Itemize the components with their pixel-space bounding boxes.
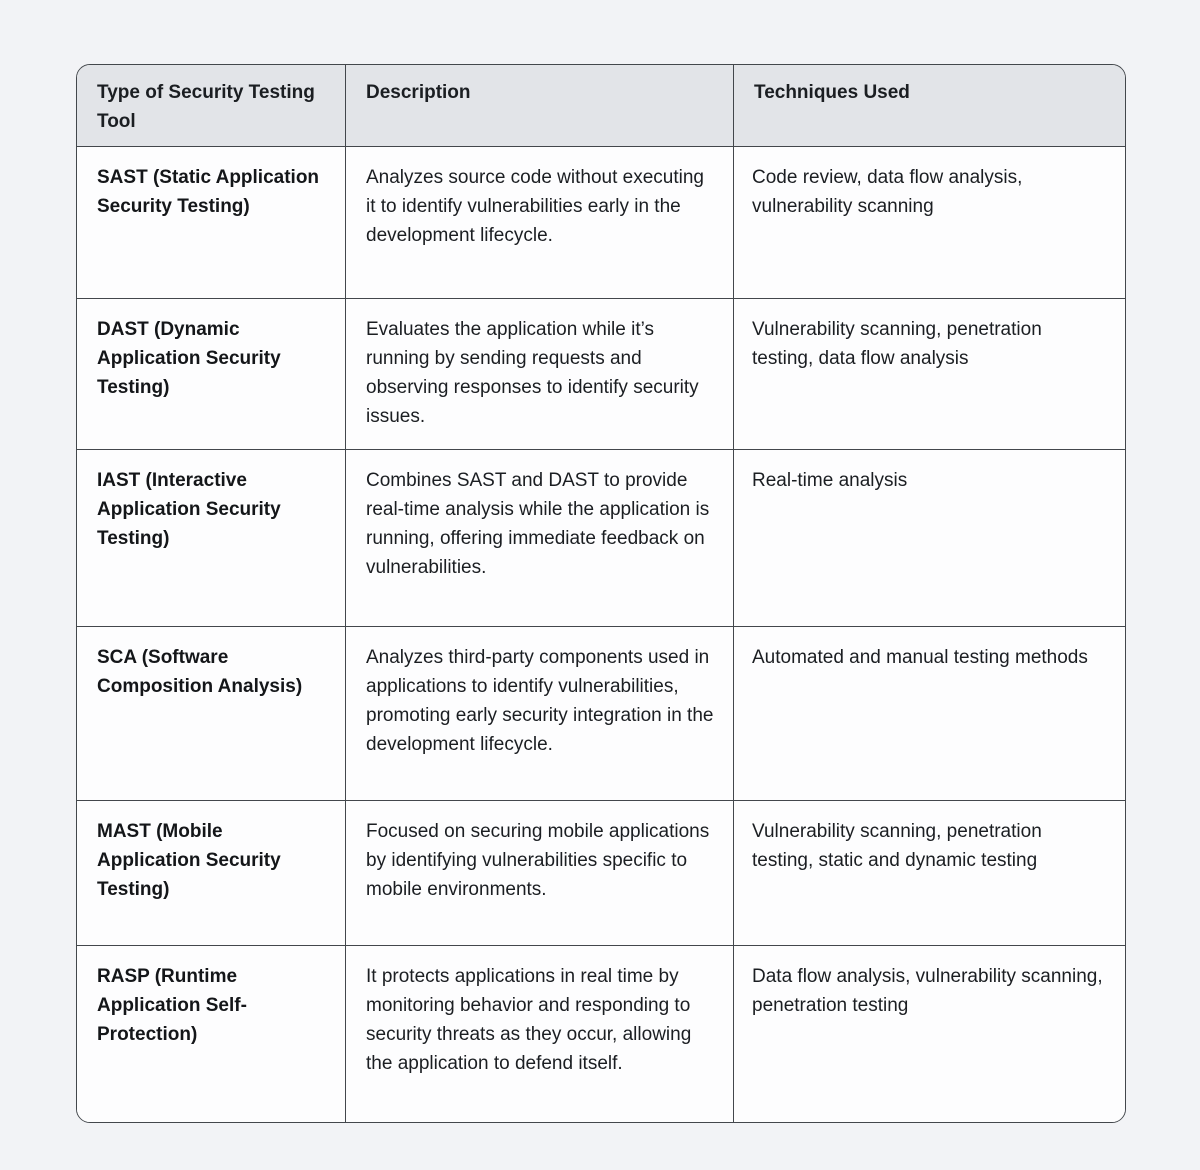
- column-header-description: Description: [346, 65, 734, 147]
- table-row: [77, 801, 1125, 946]
- description-cell: It protects applications in real time by monitoring behavior and responding to security threats as they occur, allowing the application to defend itself.: [346, 946, 734, 1122]
- header-row: [77, 65, 1125, 147]
- techniques-cell: Vulnerability scanning, penetration testing, data flow analysis: [734, 299, 1125, 450]
- techniques-cell: Vulnerability scanning, penetration testing, static and dynamic testing: [734, 801, 1125, 946]
- description-cell: Focused on securing mobile applications by identifying vulnerabilities specific to mobile environments.: [346, 801, 734, 946]
- techniques-cell: Automated and manual testing methods: [734, 627, 1125, 801]
- tool-type-cell: IAST (Interactive Application Security Testing): [77, 450, 346, 627]
- tool-type-cell: RASP (Runtime Application Self-Protection): [77, 946, 346, 1122]
- table-row: [77, 450, 1125, 627]
- techniques-cell: Code review, data flow analysis, vulnerability scanning: [734, 147, 1125, 299]
- table-row: [77, 299, 1125, 450]
- table-row: [77, 627, 1125, 801]
- tool-type-cell: DAST (Dynamic Application Security Testing): [77, 299, 346, 450]
- description-cell: Analyzes source code without executing it to identify vulnerabilities early in the development lifecycle.: [346, 147, 734, 299]
- table-row: [77, 147, 1125, 299]
- techniques-cell: Real-time analysis: [734, 450, 1125, 627]
- column-header-techniques-used: Techniques Used: [734, 65, 1125, 147]
- table-row: [77, 946, 1125, 1122]
- techniques-cell: Data flow analysis, vulnerability scanning, penetration testing: [734, 946, 1125, 1122]
- tool-type-cell: SCA (Software Composition Analysis): [77, 627, 346, 801]
- tool-type-cell: SAST (Static Application Security Testing): [77, 147, 346, 299]
- table-body: [77, 147, 1125, 1122]
- security-testing-table: [76, 64, 1126, 1123]
- column-header-tool-type: Type of Security Testing Tool: [77, 65, 346, 147]
- description-cell: Combines SAST and DAST to provide real-time analysis while the application is running, offering immediate feedback on vulnerabilities.: [346, 450, 734, 627]
- description-cell: Analyzes third-party components used in applications to identify vulnerabilities, promoting early security integration in the development lifecycle.: [346, 627, 734, 801]
- description-cell: Evaluates the application while it’s running by sending requests and observing responses to identify security issues.: [346, 299, 734, 450]
- tool-type-cell: MAST (Mobile Application Security Testing): [77, 801, 346, 946]
